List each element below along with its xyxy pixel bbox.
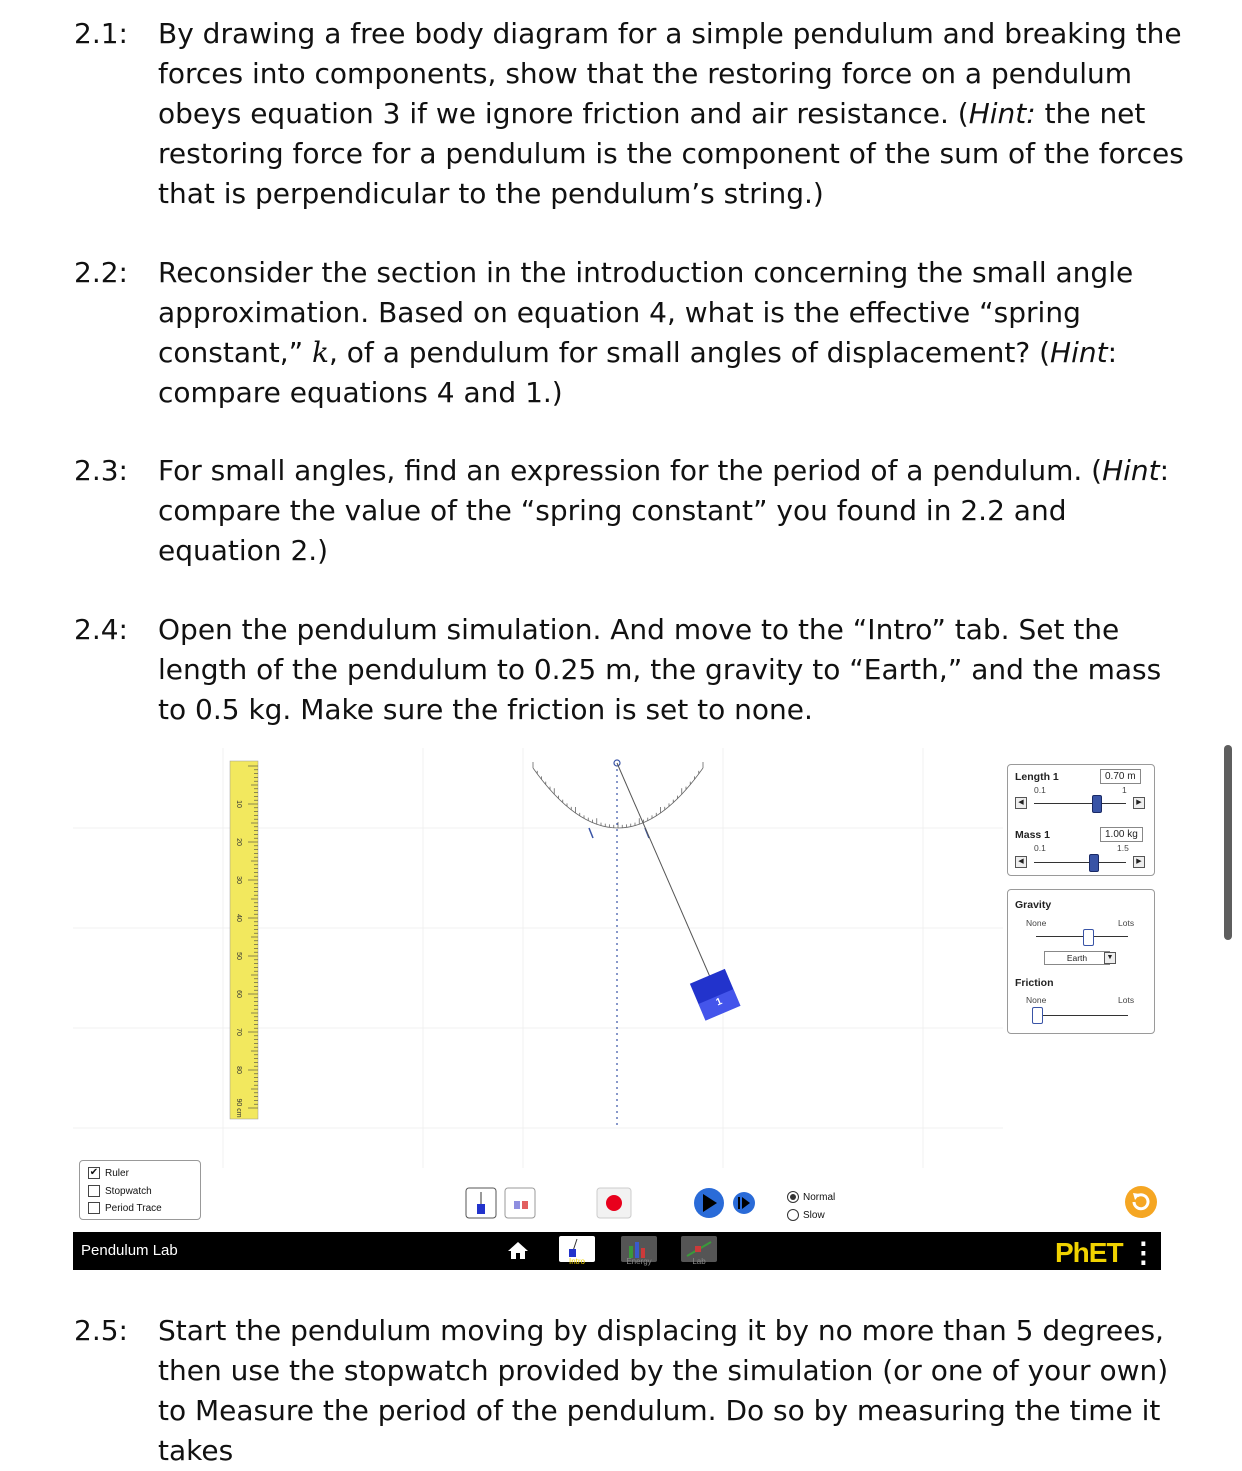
question-text: Reconsider the section in the introduction concerning the small angle approximation. Based on equation 4, what is the effective “spring constant,” k, of a pendulum for small angles of displacement? (Hint: compare equations 4 and 1.) [158, 256, 1134, 409]
friction-max: Lots [1118, 995, 1135, 1005]
speed-normal-radio[interactable]: Normal [787, 1188, 835, 1206]
gravity-preset-select[interactable]: Earth [1044, 951, 1110, 965]
length-slider-thumb[interactable] [1092, 795, 1102, 813]
length-slider-track[interactable] [1034, 803, 1126, 804]
double-pendulum-button[interactable] [505, 1188, 535, 1218]
question-number: 2.5: [74, 1314, 128, 1347]
step-button[interactable] [733, 1192, 755, 1214]
mass-max: 1.5 [1117, 843, 1129, 853]
phet-logo[interactable]: PhET ⋮ [1055, 1237, 1157, 1268]
checkbox-icon: ✔ [89, 1167, 99, 1178]
sim-play-area [73, 748, 1161, 1232]
home-icon[interactable] [507, 1240, 529, 1260]
friction-slider-track[interactable] [1036, 1015, 1128, 1016]
single-pendulum-button[interactable] [466, 1188, 496, 1218]
options-panel [79, 1160, 201, 1220]
question-2-3 [74, 451, 1184, 571]
gravity-dropdown-arrow[interactable]: ▼ [1104, 952, 1116, 964]
ruler-label: 10 [235, 800, 242, 808]
mass-slider-track[interactable] [1034, 862, 1126, 863]
ruler-label: 40 [235, 914, 242, 922]
question-2-4 [74, 610, 1184, 730]
question-2-5 [74, 1311, 1184, 1471]
length-decrease-button[interactable]: ◀ [1015, 797, 1027, 809]
ruler-checkbox[interactable]: ✔ Ruler [89, 1167, 129, 1179]
tab-lab-label: Lab [692, 1257, 706, 1266]
gravity-slider-thumb[interactable] [1083, 929, 1094, 946]
mass-decrease-button[interactable]: ◀ [1015, 856, 1027, 868]
question-text: Open the pendulum simulation. And move to the “Intro” tab. Set the length of the pendulum to 0.25 m, the gravity to “Earth,” and the mass to 0.5 kg. Make sure the friction is set to none. [158, 613, 1162, 726]
mass-increase-button[interactable]: ▶ [1133, 856, 1145, 868]
gravity-label: Gravity [1015, 899, 1052, 911]
stopwatch-checkbox[interactable]: Stopwatch [88, 1185, 152, 1197]
play-button[interactable] [694, 1188, 724, 1218]
gravity-friction-panel [1007, 889, 1155, 1034]
question-number: 2.1: [74, 17, 128, 50]
tab-intro-label: Intro [568, 1257, 585, 1266]
navigation-bar [73, 1232, 1161, 1270]
question-number: 2.2: [74, 256, 128, 289]
pendulum-mass[interactable] [690, 969, 741, 1021]
length-label: Length 1 [1015, 771, 1059, 783]
ruler-label: 70 [235, 1028, 242, 1036]
tab-energy-label: Energy [626, 1257, 652, 1266]
question-text: Start the pendulum moving by displacing it by no more than 5 degrees, then use the stopwatch provided by the simulation (or one of your own) to Measure the period of the pendulum. Do so by measuring the time it takes [158, 1314, 1169, 1467]
friction-label: Friction [1015, 977, 1054, 989]
speed-selector [787, 1188, 835, 1224]
ruler-label: 90 cm [235, 1098, 242, 1118]
angle-marker-left [589, 828, 593, 838]
question-number: 2.3: [74, 454, 128, 487]
gravity-min: None [1026, 918, 1047, 928]
ruler-label: 60 [235, 990, 242, 998]
length-increase-button[interactable]: ▶ [1133, 797, 1145, 809]
length-value: 0.70 m [1100, 769, 1141, 784]
mass-label: 1 [714, 996, 724, 1009]
period-trace-checkbox[interactable]: Period Trace [88, 1202, 162, 1214]
mass-label-text: Mass 1 [1015, 829, 1051, 841]
reset-all-button[interactable] [1123, 1184, 1159, 1220]
friction-min: None [1026, 995, 1047, 1005]
ruler-label: 50 [235, 952, 242, 960]
record-button[interactable] [597, 1188, 631, 1218]
length-max: 1 [1122, 785, 1127, 795]
question-text: For small angles, find an expression for the period of a pendulum. (Hint: compare the value of the “spring constant” you found in 2.2 and equation 2.) [158, 454, 1170, 567]
question-2-2 [74, 253, 1184, 413]
question-text: By drawing a free body diagram for a simple pendulum and breaking the forces into components, show that the restoring force on a pendulum obeys equation 3 if we ignore friction and air resistance. (Hint: the net restoring force for a pendulum is the component of the sum of the forces that is perpendicular to the pendulum’s string.) [158, 17, 1184, 210]
question-2-1 [74, 14, 1184, 214]
ruler-label: 20 [235, 838, 242, 846]
checkbox-icon [88, 1202, 100, 1214]
sim-title: Pendulum Lab [81, 1242, 178, 1259]
page-scrollbar[interactable] [1224, 745, 1232, 940]
checkbox-icon [88, 1185, 100, 1197]
mass-value: 1.00 kg [1100, 827, 1143, 842]
ruler[interactable] [230, 761, 258, 1119]
friction-slider-thumb[interactable] [1032, 1007, 1043, 1024]
mass-slider-thumb[interactable] [1089, 854, 1099, 872]
mass-min: 0.1 [1034, 843, 1046, 853]
speed-slow-radio[interactable]: Slow [787, 1206, 835, 1224]
playback-controls [463, 1184, 793, 1224]
ruler-label: 30 [235, 876, 242, 884]
pendulum-simulation [73, 748, 1161, 1270]
question-number: 2.4: [74, 613, 128, 646]
ruler-label: 80 [235, 1066, 242, 1074]
protractor [533, 762, 703, 828]
length-min: 0.1 [1034, 785, 1046, 795]
pendulum-string [617, 763, 717, 993]
gravity-max: Lots [1118, 918, 1135, 928]
length-mass-panel [1007, 764, 1155, 876]
